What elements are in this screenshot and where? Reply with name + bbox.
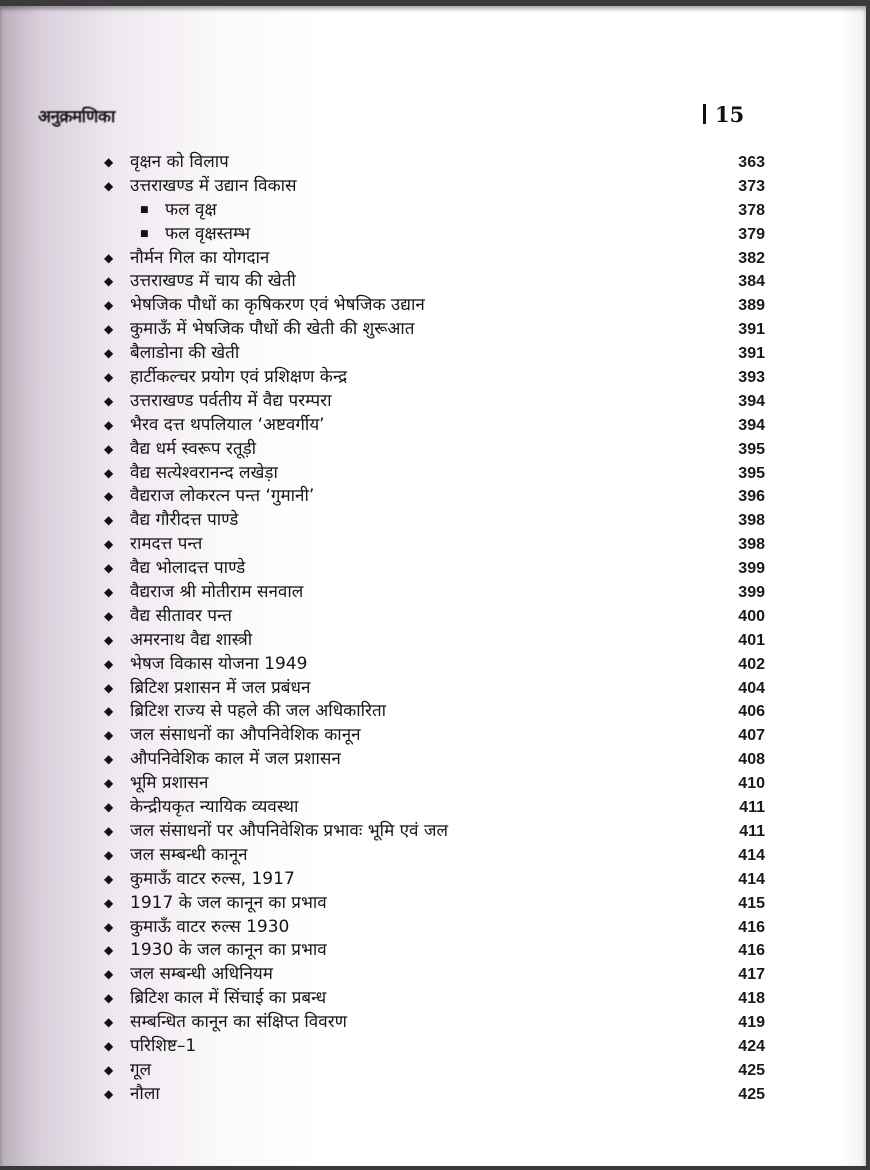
toc-entry-title: ब्रिटिश प्रशासन में जल प्रबंधन (130, 677, 311, 698)
toc-entry-page: 407 (738, 727, 765, 745)
page-number-value: 15 (715, 102, 745, 127)
toc-entry-title: नौर्मन गिल का योगदान (130, 247, 270, 268)
diamond-bullet-icon: ◆ (104, 489, 114, 504)
toc-entry-title: कुमाऊँ वाटर रुल्स, 1917 (130, 868, 295, 889)
toc-entry (0, 1059, 870, 1083)
toc-entry-page: 394 (738, 392, 765, 410)
toc-entry-title: औपनिवेशिक काल में जल प्रशासन (130, 749, 341, 770)
toc-entry-page: 379 (738, 225, 765, 243)
diamond-bullet-icon: ◆ (104, 704, 114, 719)
toc-entry (0, 581, 870, 605)
toc-entry-page: 418 (738, 990, 765, 1008)
toc-entry-page: 415 (738, 894, 765, 912)
toc-entry-page: 382 (738, 249, 765, 267)
toc-entry-title: जल संसाधनों पर औपनिवेशिक प्रभावः भूमि एवं जल (130, 820, 449, 841)
toc-entry (0, 270, 870, 294)
diamond-bullet-icon: ◆ (104, 752, 114, 767)
toc-entry (0, 868, 870, 892)
toc-entry (0, 247, 870, 271)
toc-entry-title: रामदत्त पन्त (130, 534, 203, 555)
toc-entry (0, 677, 870, 701)
toc-entry (0, 1035, 870, 1059)
toc-entry (0, 796, 870, 820)
toc-entry (0, 892, 870, 916)
diamond-bullet-icon: ◆ (104, 919, 114, 934)
toc-entry (0, 1011, 870, 1035)
toc-entry (0, 414, 870, 438)
toc-entry-page: 425 (738, 1085, 765, 1103)
toc-entry (0, 151, 870, 175)
section-title: अनुक्रमणिका (38, 107, 115, 127)
toc-entry-page: 398 (738, 512, 765, 530)
diamond-bullet-icon: ◆ (104, 871, 114, 886)
toc-entry (0, 438, 870, 462)
toc-entry-page: 373 (738, 177, 765, 195)
toc-entry-page: 363 (738, 154, 765, 171)
toc-entry-page: 396 (738, 488, 765, 506)
toc-entry-title: वृक्षन को विलाप (130, 152, 229, 172)
toc-entry-title: परिशिष्ट–1 (130, 1035, 197, 1056)
toc-entry-title: वैद्य भोलादत्त पाण्डे (130, 558, 246, 579)
toc-entry (0, 294, 870, 318)
diamond-bullet-icon: ◆ (104, 513, 114, 528)
toc-entry (0, 509, 870, 533)
toc-entry (0, 700, 870, 724)
toc-entry-title: वैद्य सत्येश्वरानन्द लखेड़ा (130, 462, 278, 483)
toc-entry (0, 772, 870, 796)
toc-entry-title: नौला (130, 1083, 160, 1104)
toc-entry-title: केन्द्रीयकृत न्यायिक व्यवस्था (130, 797, 299, 818)
toc-entry-page: 391 (738, 345, 765, 363)
diamond-bullet-icon: ◆ (104, 967, 114, 982)
page-number-divider (703, 104, 706, 124)
toc-entry-page: 416 (738, 918, 765, 936)
diamond-bullet-icon: ◆ (104, 274, 114, 289)
toc-entry-page: 414 (738, 870, 765, 888)
diamond-bullet-icon: ◆ (104, 823, 114, 838)
toc-entry (0, 987, 870, 1011)
toc-entry-title: भेषज विकास योजना 1949 (130, 653, 308, 674)
diamond-bullet-icon: ◆ (104, 632, 114, 647)
toc-entry-page: 404 (738, 679, 765, 697)
toc-entry-title: जल सम्बन्धी कानून (130, 844, 248, 865)
toc-entry-page: 394 (738, 416, 765, 434)
toc-entry-title: कुमाऊँ वाटर रुल्स 1930 (130, 916, 290, 937)
toc-entry-page: 417 (738, 966, 765, 984)
diamond-bullet-icon: ◆ (104, 895, 114, 910)
diamond-bullet-icon: ◆ (104, 728, 114, 743)
toc-entry-page: 419 (738, 1014, 765, 1032)
diamond-bullet-icon: ◆ (104, 656, 114, 671)
toc-entry-title: वैद्य सीतावर पन्त (130, 605, 232, 626)
toc-entry (0, 175, 870, 199)
toc-entry-page: 411 (739, 799, 765, 817)
toc-entry-title: वैद्य गौरीदत्त पाण्डे (130, 510, 239, 531)
toc-entry-title: कुमाऊँ में भेषजिक पौधों की खेती की शुरूआत (130, 319, 415, 340)
toc-entry-title: वैद्यराज लोकरत्न पन्त ‘गुमानी’ (130, 486, 315, 507)
toc-entry (0, 1083, 870, 1107)
toc-entry (0, 342, 870, 366)
toc-entry-page: 411 (739, 822, 765, 840)
toc-entry-page: 399 (738, 560, 765, 578)
toc-entry-page: 395 (738, 440, 765, 458)
toc-entry-title: वैद्य धर्म स्वरूप रतूड़ी (130, 438, 257, 459)
square-bullet-icon: ■ (140, 228, 149, 239)
toc-entry-title: भेषजिक पौधों का कृषिकरण एवं भेषजिक उद्यान (130, 295, 425, 316)
diamond-bullet-icon: ◆ (104, 370, 114, 385)
toc-entry-page: 398 (738, 536, 765, 554)
toc-entry (0, 844, 870, 868)
toc-entry (0, 366, 870, 390)
diamond-bullet-icon: ◆ (104, 537, 114, 552)
toc-entry-page: 425 (738, 1061, 765, 1079)
toc-entry-title: जल सम्बन्धी अधिनियम (130, 964, 273, 985)
diamond-bullet-icon: ◆ (104, 847, 114, 862)
diamond-bullet-icon: ◆ (104, 585, 114, 600)
toc-entry-title: ब्रिटिश काल में सिंचाई का प्रबन्ध (130, 988, 327, 1009)
diamond-bullet-icon: ◆ (104, 417, 114, 432)
toc-entry-title: बैलाडोना की खेती (130, 343, 240, 364)
square-bullet-icon: ■ (140, 204, 149, 215)
diamond-bullet-icon: ◆ (104, 393, 114, 408)
toc-entry-page: 406 (738, 703, 765, 721)
toc-entry-page: 378 (738, 201, 765, 219)
toc-entry (0, 939, 870, 963)
diamond-bullet-icon: ◆ (104, 943, 114, 958)
diamond-bullet-icon: ◆ (104, 155, 114, 169)
toc-entry (0, 223, 870, 247)
diamond-bullet-icon: ◆ (104, 1086, 114, 1101)
toc-entry (0, 485, 870, 509)
toc-entry (0, 390, 870, 414)
diamond-bullet-icon: ◆ (104, 441, 114, 456)
toc-entry-page: 400 (738, 607, 765, 625)
toc-entry (0, 199, 870, 223)
toc-entry-page: 408 (738, 751, 765, 769)
toc-entry (0, 318, 870, 342)
toc-entry-title: जल संसाधनों का औपनिवेशिक कानून (130, 725, 361, 746)
book-page (0, 6, 866, 1166)
toc-entry-page: 401 (738, 631, 765, 649)
diamond-bullet-icon: ◆ (104, 465, 114, 480)
toc-entry-page: 391 (738, 321, 765, 339)
toc-entry-title: 1930 के जल कानून का प्रभाव (130, 940, 327, 961)
toc-entry-title: उत्तराखण्ड में चाय की खेती (130, 271, 296, 292)
diamond-bullet-icon: ◆ (104, 322, 114, 337)
toc-entry-page: 395 (738, 464, 765, 482)
toc-entry (0, 724, 870, 748)
toc-entry (0, 629, 870, 653)
table-of-contents (0, 151, 870, 1107)
toc-entry-title: उत्तराखण्ड पर्वतीय में वैद्य परम्परा (130, 390, 332, 411)
toc-entry (0, 462, 870, 486)
diamond-bullet-icon: ◆ (104, 680, 114, 695)
diamond-bullet-icon: ◆ (104, 1062, 114, 1077)
toc-entry (0, 653, 870, 677)
toc-entry-page: 424 (738, 1037, 765, 1055)
toc-entry (0, 533, 870, 557)
diamond-bullet-icon: ◆ (104, 250, 114, 265)
toc-entry-page: 414 (738, 846, 765, 864)
diamond-bullet-icon: ◆ (104, 1038, 114, 1053)
diamond-bullet-icon: ◆ (104, 298, 114, 313)
toc-entry-title: ब्रिटिश राज्य से पहले की जल अधिकारिता (130, 701, 387, 722)
toc-entry (0, 557, 870, 581)
toc-entry-title: फल वृक्षस्तम्भ (165, 223, 251, 244)
diamond-bullet-icon: ◆ (104, 608, 114, 623)
toc-entry-title: गूल (130, 1059, 152, 1080)
toc-entry-title: भैरव दत्त थपलियाल ‘अष्टवर्गीय’ (130, 414, 325, 435)
toc-entry-title: 1917 के जल कानून का प्रभाव (130, 892, 327, 913)
toc-entry-page: 402 (738, 655, 765, 673)
diamond-bullet-icon: ◆ (104, 178, 114, 193)
toc-entry-page: 410 (738, 775, 765, 793)
toc-entry-title: भूमि प्रशासन (130, 773, 209, 794)
diamond-bullet-icon: ◆ (104, 1015, 114, 1030)
toc-entry-title: सम्बन्धित कानून का संक्षिप्त विवरण (130, 1012, 347, 1033)
toc-entry-title: उत्तराखण्ड में उद्यान विकास (130, 175, 297, 196)
toc-entry-title: वैद्यराज श्री मोतीराम सनवाल (130, 582, 304, 603)
toc-entry-page: 389 (738, 297, 765, 315)
toc-entry-title: फल वृक्ष (165, 199, 217, 220)
toc-entry-page: 384 (738, 273, 765, 291)
toc-entry-page: 399 (738, 584, 765, 602)
toc-entry-title: हार्टीकल्चर प्रयोग एवं प्रशिक्षण केन्द्र (130, 367, 348, 388)
diamond-bullet-icon: ◆ (104, 991, 114, 1006)
toc-entry (0, 916, 870, 940)
toc-entry-title: अमरनाथ वैद्य शास्त्री (130, 629, 253, 650)
diamond-bullet-icon: ◆ (104, 776, 114, 791)
toc-entry (0, 605, 870, 629)
toc-entry (0, 820, 870, 844)
toc-entry-page: 416 (738, 942, 765, 960)
diamond-bullet-icon: ◆ (104, 800, 114, 815)
toc-entry (0, 748, 870, 772)
toc-entry (0, 963, 870, 987)
diamond-bullet-icon: ◆ (104, 561, 114, 576)
page-number (703, 102, 744, 127)
toc-entry-page: 393 (738, 369, 765, 387)
diamond-bullet-icon: ◆ (104, 346, 114, 361)
